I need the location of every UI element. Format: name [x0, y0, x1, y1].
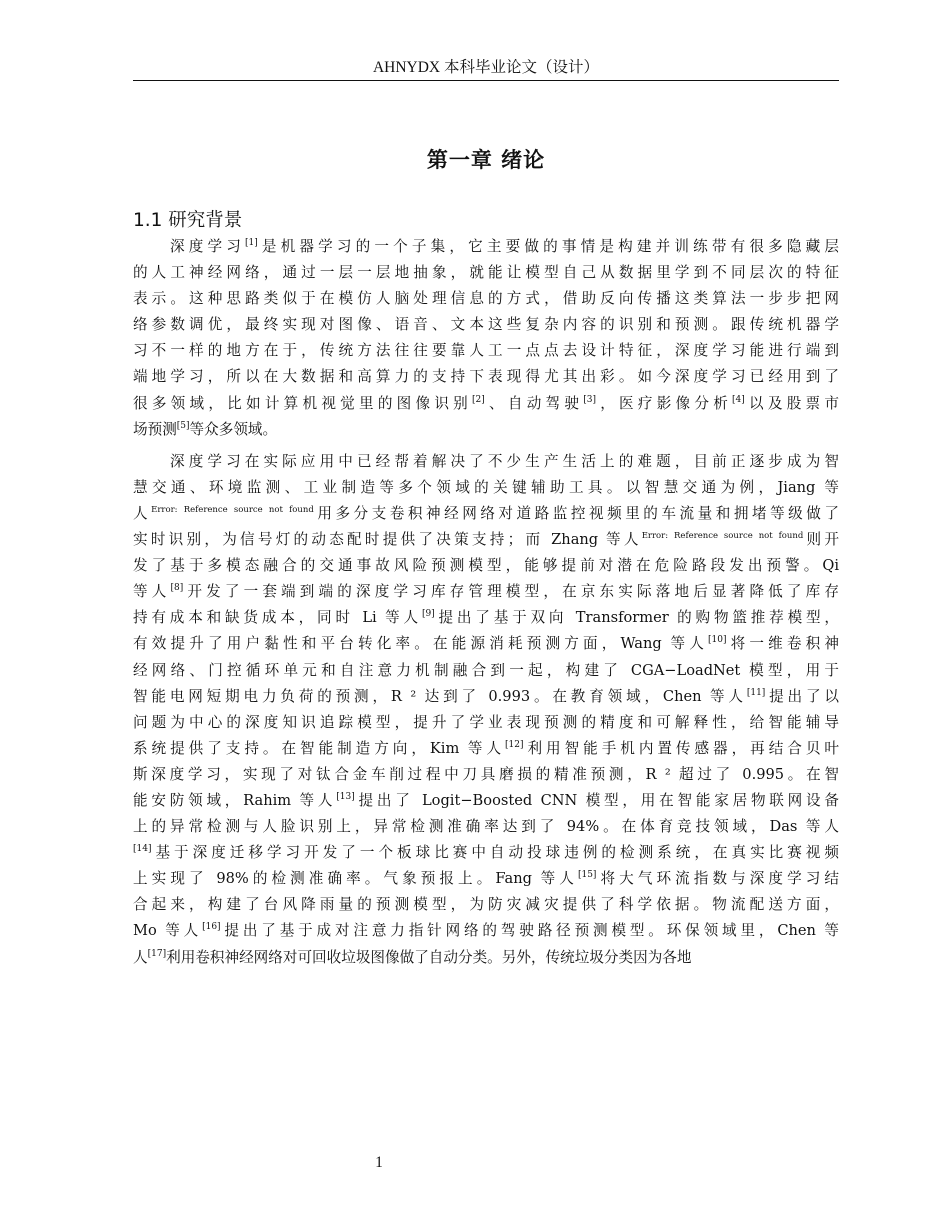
text-run: 基于深度迁移学习开发了一个板球比赛中自动投球违例的检测系统，在真实比赛视频 [151, 844, 839, 862]
text-run: 智能电网短期电力负荷的预测，R ² 达到了 0.993。在教育领域，Chen 等人 [133, 687, 747, 705]
citation-ref: [5] [176, 420, 190, 431]
citation-ref: [1] [245, 238, 258, 249]
text-line [133, 866, 839, 892]
text-line [133, 684, 839, 710]
text-run: 端地学习，所以在大数据和高算力的支持下表现得尤其出彩。如今深度学习已经用到了 [133, 368, 839, 386]
text-run: 习不一样的地方在于，传统方法往往要靠人工一点点去设计特征，深度学习能进行端到 [133, 342, 839, 360]
citation-ref: [11] [746, 687, 766, 698]
text-run: ，医疗影像分析 [595, 394, 733, 412]
text-run: 等众多领域。 [189, 420, 278, 438]
text-line [133, 892, 839, 918]
text-line [133, 945, 839, 971]
section-title: 1.1 研究背景 [133, 210, 243, 231]
text-run: 斯深度学习，实现了对钛合金车削过程中刀具磨损的精准预测，R ² 超过了 0.995。在智 [133, 765, 839, 783]
running-header: AHNYDX 本科毕业论文（设计） [372, 59, 600, 76]
text-run: 持有成本和缺货成本，同时 Li 等人 [133, 609, 422, 627]
text-run: 系统提供了支持。在智能制造方向，Kim 等人 [133, 739, 506, 757]
text-run: 的人工神经网络，通过一层一层地抽象，就能让模型自己从数据里学到不同层次的特征 [133, 264, 839, 282]
text-run: 用多分支卷积神经网络对道路监控视频里的车流量和拥堵等级做了 [313, 504, 839, 522]
citation-ref: [13] [336, 792, 355, 803]
text-run: 经网络、门控循环单元和自注意力机制融合到一起，构建了 CGA−LoadNet 模型，用于 [133, 661, 839, 679]
citation-error: Error: Reference source not found [151, 505, 314, 516]
text-run: 深度学习 [170, 238, 245, 255]
text-run: 很多领域，比如计算机视觉里的图像识别 [133, 394, 473, 412]
text-run: 开发了一套端到端的深度学习库存管理模型，在京东实际落地后显著降低了库存 [183, 583, 839, 601]
text-run: 等人 [133, 583, 171, 601]
text-line [133, 736, 839, 762]
text-run: 人 [133, 504, 152, 522]
citation-ref: [17] [147, 948, 167, 959]
text-run: 利用卷积神经网络对可回收垃圾图像做了自动分类。另外，传统垃圾分类因为各地 [166, 948, 692, 966]
text-line [133, 286, 839, 312]
text-line [133, 501, 839, 527]
text-line [133, 475, 839, 501]
text-run: 以及股票市 [744, 394, 839, 412]
text-line [133, 417, 839, 443]
text-run: 利用智能手机内置传感器，再结合贝叶 [523, 739, 839, 757]
chapter-title: 第一章 绪论 [426, 148, 546, 172]
paragraph [133, 449, 839, 971]
text-run: 则开 [803, 531, 839, 549]
citation-ref: [3] [583, 394, 596, 405]
citation-ref: [12] [505, 739, 524, 750]
text-line [133, 449, 839, 475]
text-run: 将大气环流指数与深度学习结 [596, 870, 839, 888]
header-rule [133, 80, 839, 81]
text-line [133, 788, 839, 814]
text-run: 提出了以 [765, 687, 839, 705]
text-line [133, 391, 839, 417]
text-line [133, 762, 839, 788]
text-line [133, 918, 839, 944]
page-number: 1 [375, 1154, 383, 1171]
text-run: 发了基于多模态融合的交通事故风险预测模型，能够提前对潜在危险路段发出预警。Qi [133, 557, 839, 575]
text-run: 实时识别，为信号灯的动态配时提供了决策支持；而 Zhang 等人 [133, 531, 642, 549]
citation-ref: [2] [472, 394, 485, 405]
text-run: 有效提升了用户黏性和平台转化率。在能源消耗预测方面，Wang 等人 [133, 635, 708, 653]
text-run: 将一维卷积神 [726, 635, 839, 653]
text-line [133, 631, 839, 657]
text-run: 提出了基于双向 Transformer 的购物篮推荐模型， [434, 609, 839, 627]
citation-ref: [8] [170, 583, 184, 594]
text-run: 能安防领域，Rahim 等人 [133, 791, 337, 809]
paragraph [133, 234, 839, 443]
text-run: 深度学习在实际应用中已经帮着解决了不少生产生活上的难题，目前正逐步成为智 [170, 452, 839, 470]
text-run: 场预测 [133, 420, 177, 438]
citation-ref: [15] [577, 870, 597, 881]
text-run: 络参数调优，最终实现对图像、语音、文本这些复杂内容的识别和预测。跟传统机器学 [133, 316, 839, 334]
text-run: 是机器学习的一个子集，它主要做的事情是构建并训练带有很多隐藏层 [257, 238, 839, 255]
text-line [133, 364, 839, 390]
text-run: 、自动驾驶 [484, 394, 584, 412]
text-line [133, 338, 839, 364]
body-text [133, 234, 839, 971]
text-run: 问题为中心的深度知识追踪模型，提升了学业表现预测的精度和可解释性，给智能辅导 [133, 713, 839, 731]
text-run: 提出了 Logit−Boosted CNN 模型，用在智能家居物联网设备 [354, 791, 839, 809]
text-line [133, 260, 839, 286]
text-line [133, 605, 839, 631]
text-run: 上的异常检测与人脸识别上，异常检测准确率达到了 94%。在体育竞技领域，Das 等人 [133, 818, 839, 836]
text-run: 提出了基于成对注意力指针网络的驾驶路径预测模型。环保领域里，Chen 等 [220, 922, 839, 940]
text-line [133, 840, 839, 866]
text-line [133, 814, 839, 840]
text-run: 上实现了 98%的检测准确率。气象预报上。Fang 等人 [133, 870, 578, 888]
text-run: 表示。这种思路类似于在模仿人脑处理信息的方式，借助反向传播这类算法一步步把网 [133, 290, 839, 308]
text-line [133, 579, 839, 605]
text-line [133, 553, 839, 579]
text-run: 人 [133, 948, 148, 966]
text-run: Mo 等人 [133, 922, 203, 940]
citation-error: Error: Reference source not found [641, 531, 804, 542]
citation-ref: [10] [707, 635, 727, 646]
text-line [133, 527, 839, 553]
text-line [133, 234, 839, 260]
citation-ref: [4] [732, 394, 745, 405]
citation-ref: [9] [421, 609, 435, 620]
citation-ref: [14] [133, 844, 152, 855]
text-line [133, 710, 839, 736]
text-run: 合起来，构建了台风降雨量的预测模型，为防灾减灾提供了科学依据。物流配送方面， [133, 896, 839, 914]
text-line [133, 312, 839, 338]
text-run: 慧交通、环境监测、工业制造等多个领域的关键辅助工具。以智慧交通为例，Jiang 等 [133, 478, 839, 496]
text-line [133, 658, 839, 684]
citation-ref: [16] [202, 922, 221, 933]
